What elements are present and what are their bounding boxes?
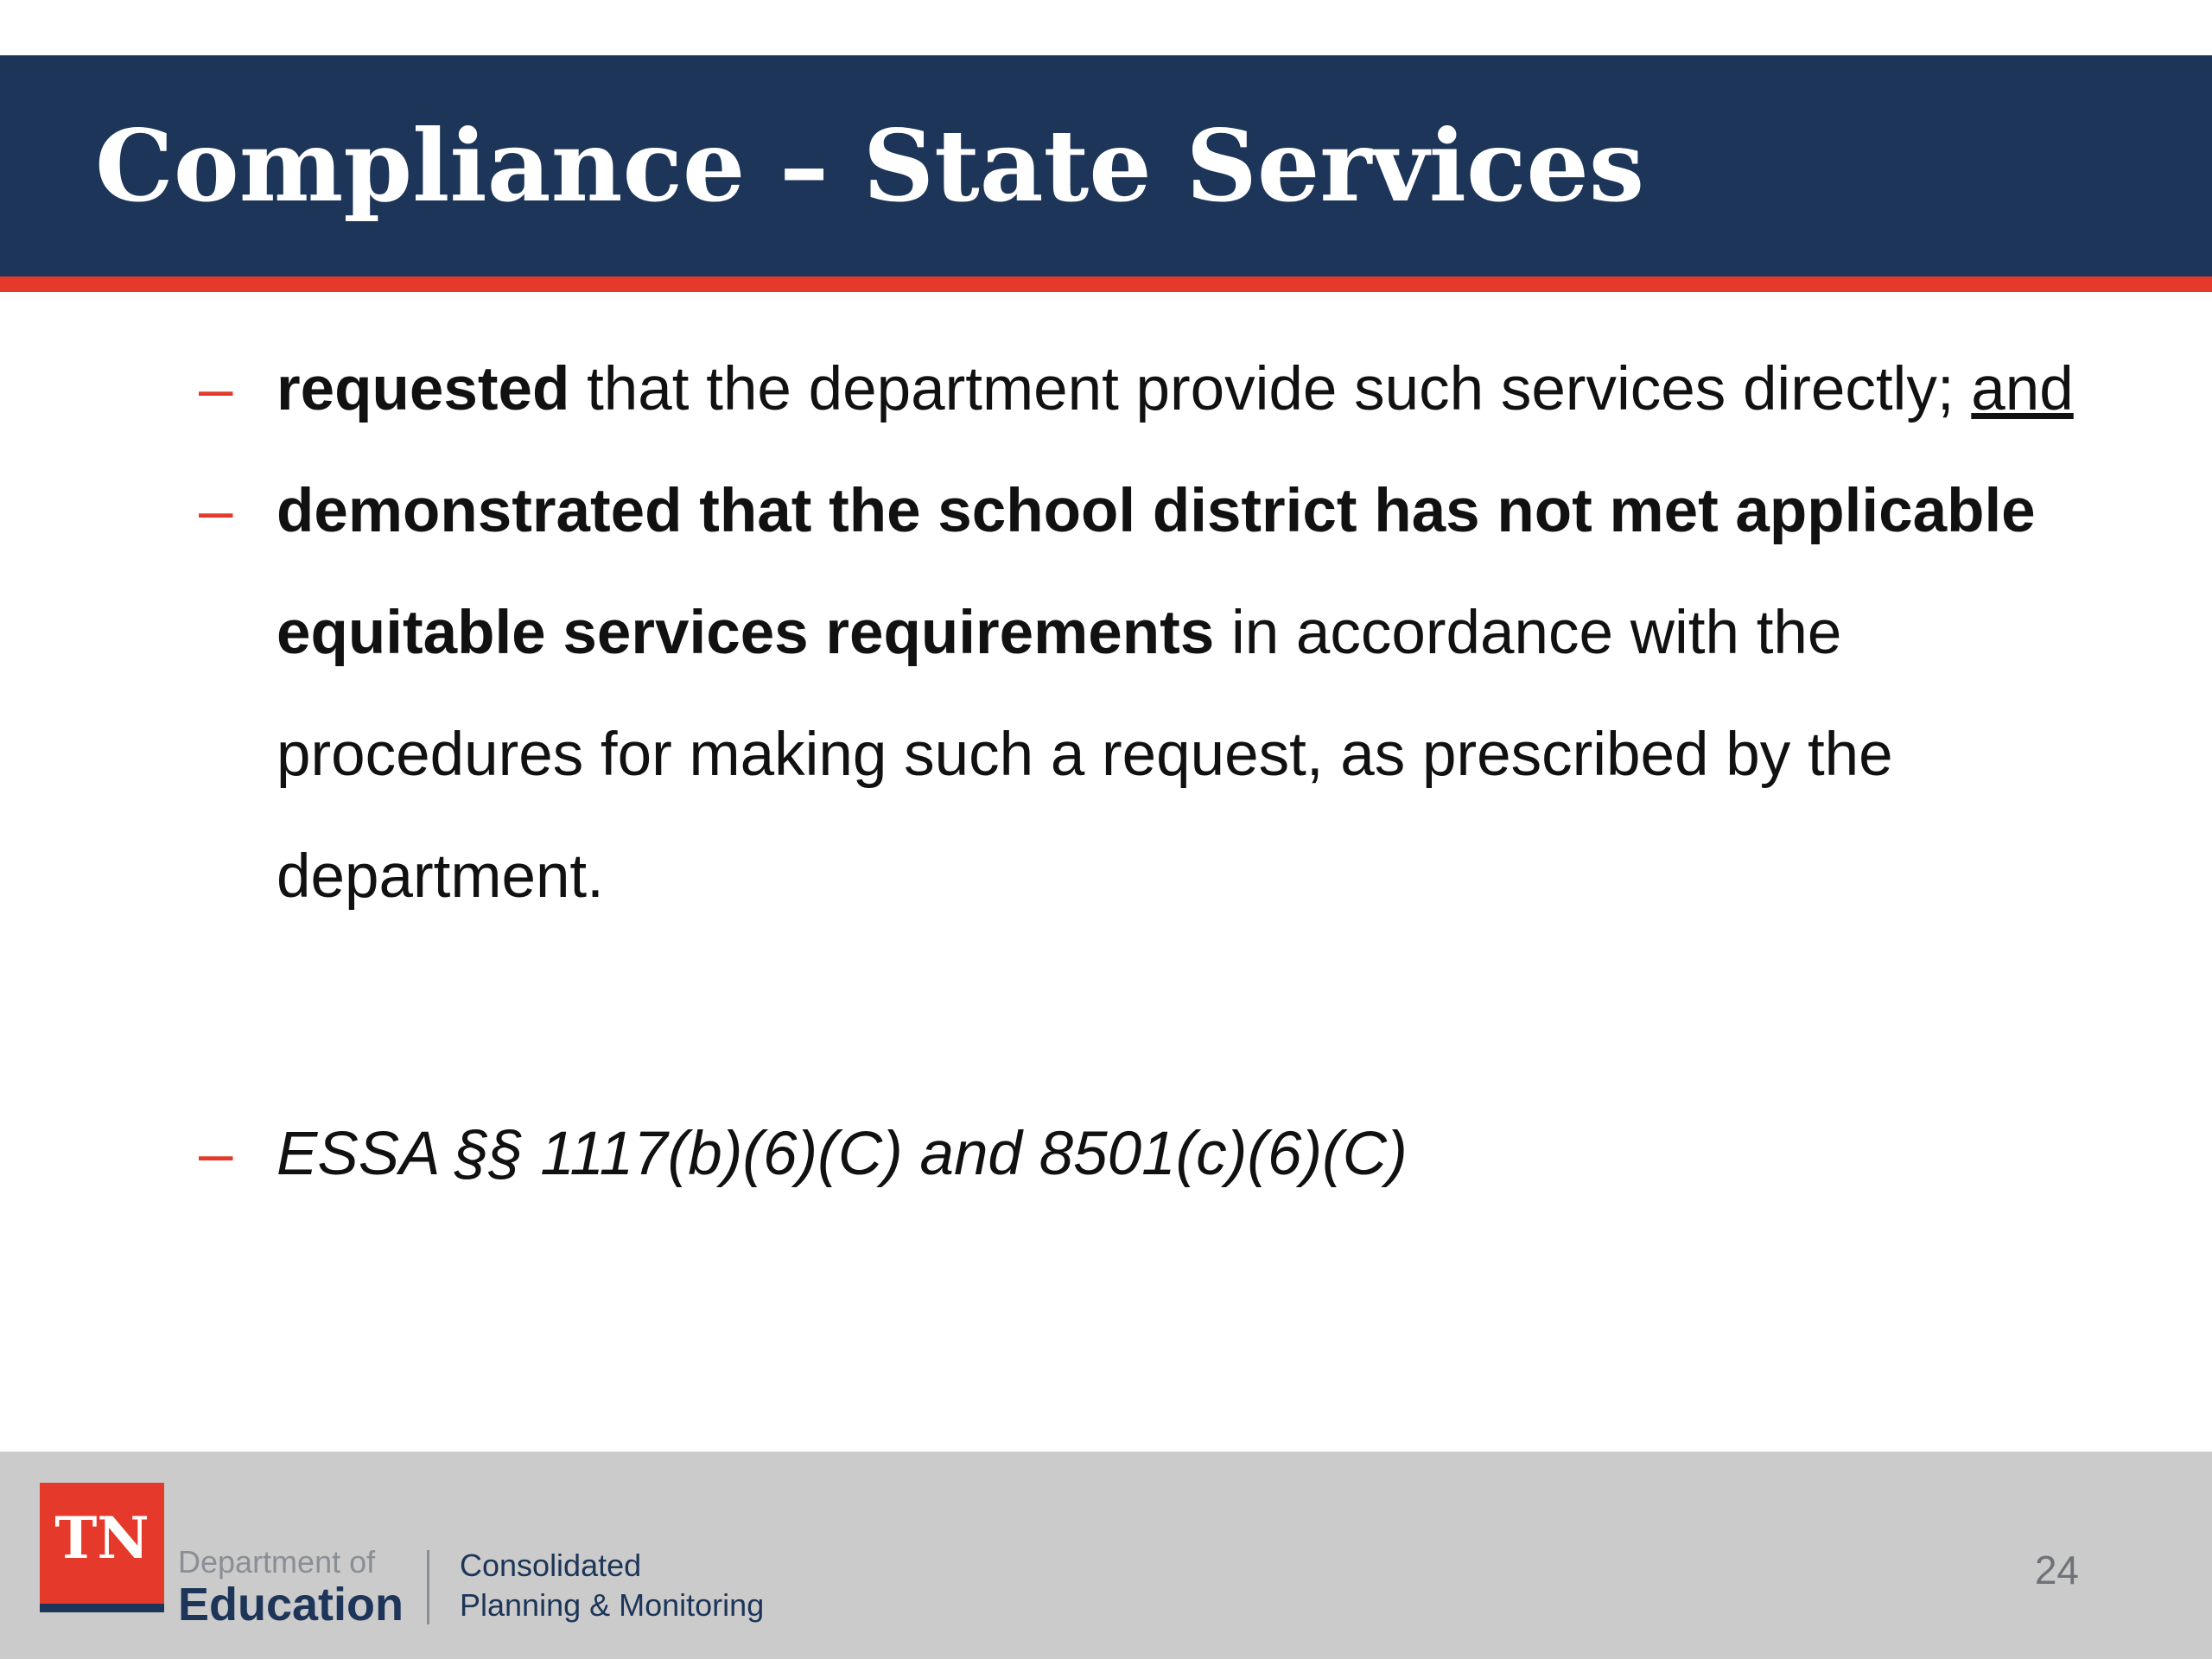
bullet-bold-text: demonstrated that the school district has not met applicable equitable services requirements [276,477,2036,667]
bullet-dash: – [199,1120,233,1188]
slide-title: Compliance – State Services [95,108,1645,224]
footer-divider [427,1550,429,1624]
spacer [199,938,2082,1093]
program-name-line1: Consolidated [460,1548,642,1583]
bullet-dash: – [199,355,233,423]
department-of-label: Department of [178,1544,376,1580]
bullet-demonstrated [199,450,2082,938]
tn-logo-text: TN [54,1504,149,1572]
bullet-bold-text: requested [276,355,570,423]
program-name-line2: Planning & Monitoring [460,1587,765,1623]
bullet-citation [199,1093,2082,1215]
bullet-underlined-text: and [1971,355,2074,423]
slide-content [199,328,2082,1215]
bullet-requested [199,328,2082,450]
education-label: Education [178,1579,404,1630]
bullet-text: in accordance with the procedures for making such a request, as prescribed by the department. [276,599,1893,911]
bullet-text: that the department provide such services directly; [569,355,1972,423]
citation-text: ESSA §§ 1117(b)(6)(C) and 8501(c)(6)(C) [276,1120,1408,1188]
title-bar [0,55,2212,292]
footer [0,1452,2212,1659]
tn-logo [40,1483,164,1612]
bullet-dash: – [199,477,233,545]
page-number: 24 [2034,1548,2079,1592]
